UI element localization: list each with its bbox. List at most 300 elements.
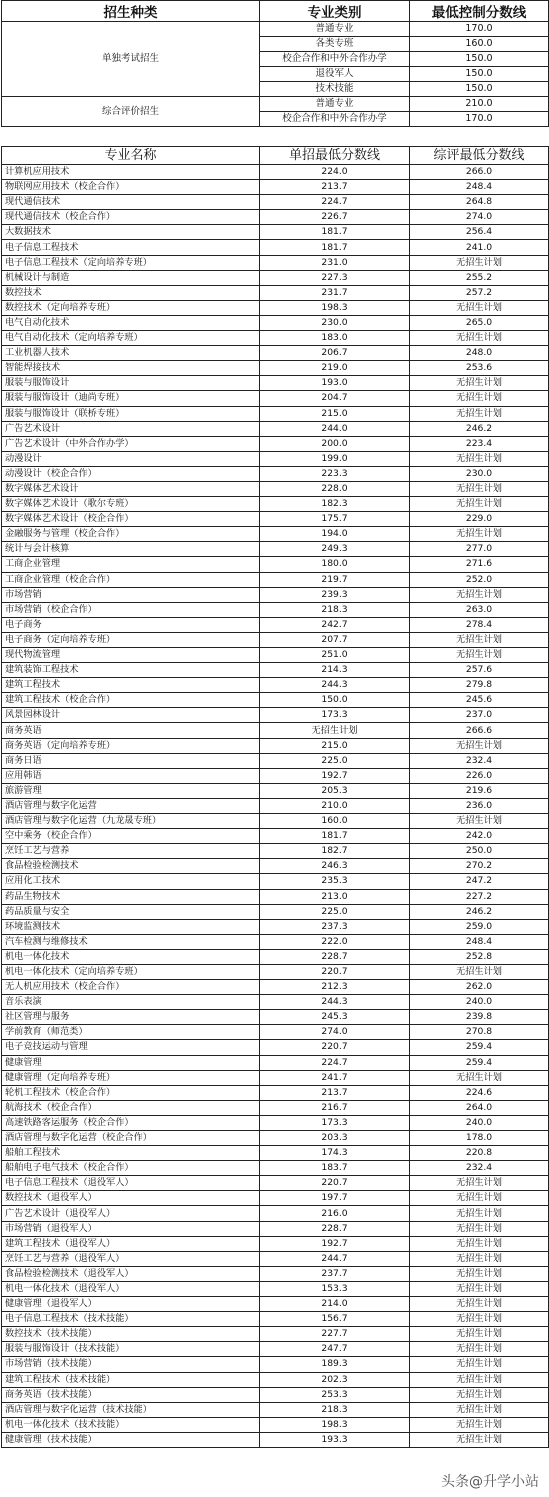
single-exam-score-cell: 251.0 [260, 648, 410, 663]
comprehensive-score-cell: 无招生计划 [410, 587, 549, 602]
score-row [2, 421, 549, 436]
comprehensive-score-cell: 无招生计划 [410, 1266, 549, 1281]
min-control-score-cell: 150.0 [410, 52, 549, 67]
comprehensive-score-cell: 219.6 [410, 783, 549, 798]
comprehensive-score-cell: 246.2 [410, 421, 549, 436]
single-exam-score-cell: 150.0 [260, 693, 410, 708]
score-row [2, 1432, 549, 1447]
single-exam-score-cell: 226.7 [260, 210, 410, 225]
comprehensive-score-cell: 236.0 [410, 798, 549, 813]
score-row [2, 1085, 549, 1100]
score-row [2, 1146, 549, 1161]
comprehensive-score-cell: 无招生计划 [410, 1432, 549, 1447]
comprehensive-score-cell: 259.0 [410, 919, 549, 934]
major-name-cell: 电气自动化技术（定向培养专班） [2, 331, 260, 346]
single-exam-score-cell: 193.3 [260, 1432, 410, 1447]
score-row [2, 904, 549, 919]
single-exam-score-cell: 247.7 [260, 1342, 410, 1357]
score-row [2, 949, 549, 964]
major-name-cell: 电子商务 [2, 617, 260, 632]
score-row [2, 346, 549, 361]
single-exam-score-cell: 193.0 [260, 376, 410, 391]
single-exam-score-cell: 220.7 [260, 1040, 410, 1055]
score-row [2, 874, 549, 889]
major-name-cell: 建筑工程技术（校企合作） [2, 693, 260, 708]
comprehensive-score-cell: 279.8 [410, 678, 549, 693]
comprehensive-score-cell: 278.4 [410, 617, 549, 632]
major-name-cell: 船舶电子电气技术（校企合作） [2, 1161, 260, 1176]
min-control-score-cell: 170.0 [410, 22, 549, 37]
comprehensive-score-cell: 230.0 [410, 466, 549, 481]
header-major-category: 专业类别 [260, 1, 410, 22]
single-exam-score-cell: 156.7 [260, 1312, 410, 1327]
major-name-cell: 汽车检测与维修技术 [2, 934, 260, 949]
comprehensive-score-cell: 无招生计划 [410, 406, 549, 421]
major-name-cell: 健康管理 [2, 1055, 260, 1070]
single-exam-score-cell: 246.3 [260, 859, 410, 874]
single-exam-score-cell: 204.7 [260, 391, 410, 406]
major-name-cell: 商务英语（技术技能） [2, 1387, 260, 1402]
single-exam-score-cell: 153.3 [260, 1281, 410, 1296]
single-exam-score-cell: 215.0 [260, 738, 410, 753]
major-name-cell: 计算机应用技术 [2, 165, 260, 180]
single-exam-score-cell: 218.3 [260, 602, 410, 617]
summary-row [2, 22, 549, 37]
comprehensive-score-cell: 无招生计划 [410, 1191, 549, 1206]
major-name-cell: 服装与服饰设计（迪尚专班） [2, 391, 260, 406]
score-row [2, 678, 549, 693]
comprehensive-score-cell: 248.4 [410, 934, 549, 949]
header-single-exam-min-score: 单招最低分数线 [260, 147, 410, 165]
comprehensive-score-cell: 262.0 [410, 980, 549, 995]
comprehensive-score-cell: 232.4 [410, 1161, 549, 1176]
comprehensive-score-cell: 232.4 [410, 753, 549, 768]
major-category-cell: 普通专业 [260, 22, 410, 37]
single-exam-score-cell: 219.0 [260, 361, 410, 376]
major-name-cell: 音乐表演 [2, 995, 260, 1010]
major-name-cell: 商务英语（定向培养专班） [2, 738, 260, 753]
major-name-cell: 数字媒体艺术设计 [2, 481, 260, 496]
score-row [2, 632, 549, 647]
major-name-cell: 酒店管理与数字化运营 [2, 798, 260, 813]
comprehensive-score-cell: 无招生计划 [410, 497, 549, 512]
min-control-score-cell: 210.0 [410, 97, 549, 112]
single-exam-score-cell: 224.7 [260, 195, 410, 210]
comprehensive-score-cell: 无招生计划 [410, 814, 549, 829]
score-row [2, 1297, 549, 1312]
major-name-cell: 数字媒体艺术设计（歌尔专班） [2, 497, 260, 512]
score-row [2, 693, 549, 708]
comprehensive-score-cell: 274.0 [410, 210, 549, 225]
major-name-cell: 建筑工程技术（技术技能） [2, 1372, 260, 1387]
major-name-cell: 广告艺术设计（退役军人） [2, 1206, 260, 1221]
score-row [2, 406, 549, 421]
header-min-control-score: 最低控制分数线 [410, 1, 549, 22]
score-row [2, 814, 549, 829]
single-exam-score-cell: 160.0 [260, 814, 410, 829]
score-row [2, 1161, 549, 1176]
single-exam-score-cell: 173.3 [260, 1115, 410, 1130]
comprehensive-score-cell: 241.0 [410, 240, 549, 255]
score-row [2, 1221, 549, 1236]
single-exam-score-cell: 216.0 [260, 1206, 410, 1221]
comprehensive-score-cell: 220.8 [410, 1146, 549, 1161]
score-row [2, 1025, 549, 1040]
score-row [2, 225, 549, 240]
score-row [2, 436, 549, 451]
comprehensive-score-cell: 无招生计划 [410, 648, 549, 663]
score-row [2, 240, 549, 255]
major-scores-table [1, 146, 549, 1448]
single-exam-score-cell: 231.7 [260, 285, 410, 300]
comprehensive-score-cell: 无招生计划 [410, 1327, 549, 1342]
major-category-cell: 校企合作和中外合作办学 [260, 52, 410, 67]
comprehensive-score-cell: 无招生计划 [410, 1402, 549, 1417]
major-category-cell: 技术技能 [260, 82, 410, 97]
major-name-cell: 电气自动化技术 [2, 315, 260, 330]
single-exam-score-cell: 244.0 [260, 421, 410, 436]
comprehensive-score-cell: 无招生计划 [410, 255, 549, 270]
score-row [2, 1010, 549, 1025]
score-row [2, 1236, 549, 1251]
single-exam-score-cell: 223.3 [260, 466, 410, 481]
comprehensive-score-cell: 178.0 [410, 1131, 549, 1146]
min-control-score-cell: 160.0 [410, 37, 549, 52]
major-name-cell: 数控技术 [2, 285, 260, 300]
single-exam-score-cell: 244.7 [260, 1251, 410, 1266]
comprehensive-score-cell: 无招生计划 [410, 1206, 549, 1221]
single-exam-score-cell: 198.3 [260, 1417, 410, 1432]
single-exam-score-cell: 245.3 [260, 1010, 410, 1025]
score-row [2, 768, 549, 783]
major-name-cell: 市场营销（技术技能） [2, 1357, 260, 1372]
single-exam-score-cell: 198.3 [260, 300, 410, 315]
score-row [2, 1357, 549, 1372]
comprehensive-score-cell: 无招生计划 [410, 300, 549, 315]
score-row [2, 361, 549, 376]
score-row [2, 557, 549, 572]
single-exam-score-cell: 218.3 [260, 1402, 410, 1417]
major-name-cell: 电子信息工程技术（定向培养专班） [2, 255, 260, 270]
single-exam-score-cell: 无招生计划 [260, 723, 410, 738]
score-row [2, 542, 549, 557]
single-exam-score-cell: 222.0 [260, 934, 410, 949]
major-name-cell: 学前教育（师范类） [2, 1025, 260, 1040]
major-name-cell: 旅游管理 [2, 783, 260, 798]
single-exam-score-cell: 249.3 [260, 542, 410, 557]
comprehensive-score-cell: 245.6 [410, 693, 549, 708]
score-row [2, 1387, 549, 1402]
min-control-score-cell: 150.0 [410, 82, 549, 97]
major-name-cell: 数字媒体艺术设计（校企合作） [2, 512, 260, 527]
major-name-cell: 酒店管理与数字化运营（九龙晟专班） [2, 814, 260, 829]
major-name-cell: 工商企业管理 [2, 557, 260, 572]
major-name-cell: 机电一体化技术 [2, 949, 260, 964]
major-name-cell: 电子商务（定向培养专班） [2, 632, 260, 647]
single-exam-score-cell: 224.7 [260, 1055, 410, 1070]
major-name-cell: 健康管理（退役军人） [2, 1297, 260, 1312]
single-exam-score-cell: 194.0 [260, 527, 410, 542]
single-exam-score-cell: 202.3 [260, 1372, 410, 1387]
score-row [2, 512, 549, 527]
comprehensive-score-cell: 277.0 [410, 542, 549, 557]
major-name-cell: 药品质量与安全 [2, 904, 260, 919]
comprehensive-score-cell: 248.4 [410, 180, 549, 195]
major-name-cell: 风景园林设计 [2, 708, 260, 723]
score-row [2, 829, 549, 844]
single-exam-score-cell: 213.0 [260, 889, 410, 904]
score-row [2, 1040, 549, 1055]
major-name-cell: 动漫设计 [2, 451, 260, 466]
summary-header-row [2, 1, 549, 22]
score-row [2, 165, 549, 180]
major-name-cell: 电子信息工程技术（退役军人） [2, 1176, 260, 1191]
score-row [2, 708, 549, 723]
single-exam-score-cell: 205.3 [260, 783, 410, 798]
major-name-cell: 工商企业管理（校企合作） [2, 572, 260, 587]
single-exam-score-cell: 241.7 [260, 1070, 410, 1085]
single-exam-score-cell: 200.0 [260, 436, 410, 451]
major-name-cell: 应用化工技术 [2, 874, 260, 889]
comprehensive-score-cell: 239.8 [410, 1010, 549, 1025]
major-name-cell: 市场营销（校企合作） [2, 602, 260, 617]
single-exam-score-cell: 213.7 [260, 180, 410, 195]
comprehensive-score-cell: 265.0 [410, 315, 549, 330]
comprehensive-score-cell: 257.6 [410, 663, 549, 678]
major-name-cell: 空中乘务（校企合作） [2, 829, 260, 844]
major-name-cell: 大数据技术 [2, 225, 260, 240]
comprehensive-score-cell: 无招生计划 [410, 738, 549, 753]
comprehensive-score-cell: 270.2 [410, 859, 549, 874]
major-name-cell: 无人机应用技术（校企合作） [2, 980, 260, 995]
major-name-cell: 电子信息工程技术（技术技能） [2, 1312, 260, 1327]
single-exam-score-cell: 212.3 [260, 980, 410, 995]
major-name-cell: 高速铁路客运服务（校企合作） [2, 1115, 260, 1130]
major-name-cell: 服装与服饰设计（联桥专班） [2, 406, 260, 421]
comprehensive-score-cell: 无招生计划 [410, 1312, 549, 1327]
score-row [2, 1206, 549, 1221]
single-exam-score-cell: 242.7 [260, 617, 410, 632]
score-row [2, 602, 549, 617]
single-exam-score-cell: 183.7 [260, 1161, 410, 1176]
comprehensive-score-cell: 242.0 [410, 829, 549, 844]
major-name-cell: 智能焊接技术 [2, 361, 260, 376]
major-name-cell: 工业机器人技术 [2, 346, 260, 361]
single-exam-score-cell: 180.0 [260, 557, 410, 572]
score-row [2, 723, 549, 738]
score-row [2, 1327, 549, 1342]
min-control-score-cell: 150.0 [410, 67, 549, 82]
score-row [2, 1312, 549, 1327]
comprehensive-score-cell: 无招生计划 [410, 391, 549, 406]
single-exam-score-cell: 175.7 [260, 512, 410, 527]
major-name-cell: 机电一体化技术（定向培养专班） [2, 964, 260, 979]
score-row [2, 497, 549, 512]
comprehensive-score-cell: 无招生计划 [410, 481, 549, 496]
single-exam-score-cell: 210.0 [260, 798, 410, 813]
score-row [2, 466, 549, 481]
comprehensive-score-cell: 无招生计划 [410, 1176, 549, 1191]
comprehensive-score-cell: 263.0 [410, 602, 549, 617]
major-name-cell: 数控技术（定向培养专班） [2, 300, 260, 315]
major-name-cell: 动漫设计（校企合作） [2, 466, 260, 481]
score-row [2, 180, 549, 195]
score-row [2, 663, 549, 678]
single-exam-score-cell: 183.0 [260, 331, 410, 346]
comprehensive-score-cell: 240.0 [410, 1115, 549, 1130]
major-name-cell: 金融服务与管理（校企合作） [2, 527, 260, 542]
major-name-cell: 服装与服饰设计（技术技能） [2, 1342, 260, 1357]
comprehensive-score-cell: 253.6 [410, 361, 549, 376]
comprehensive-score-cell: 无招生计划 [410, 1342, 549, 1357]
single-exam-score-cell: 192.7 [260, 768, 410, 783]
score-row [2, 1131, 549, 1146]
single-exam-score-cell: 189.3 [260, 1357, 410, 1372]
single-exam-score-cell: 253.3 [260, 1387, 410, 1402]
score-row [2, 934, 549, 949]
major-name-cell: 食品检验检测技术（退役军人） [2, 1266, 260, 1281]
comprehensive-score-cell: 无招生计划 [410, 1357, 549, 1372]
score-row [2, 255, 549, 270]
comprehensive-score-cell: 无招生计划 [410, 1281, 549, 1296]
admission-category-table [1, 0, 549, 127]
score-row [2, 783, 549, 798]
score-row [2, 572, 549, 587]
single-exam-score-cell: 227.3 [260, 270, 410, 285]
single-exam-score-cell: 182.3 [260, 497, 410, 512]
score-row [2, 1342, 549, 1357]
comprehensive-score-cell: 259.4 [410, 1040, 549, 1055]
score-row [2, 285, 549, 300]
single-exam-score-cell: 214.0 [260, 1297, 410, 1312]
single-exam-score-cell: 199.0 [260, 451, 410, 466]
score-row [2, 738, 549, 753]
score-row [2, 270, 549, 285]
comprehensive-score-cell: 无招生计划 [410, 1297, 549, 1312]
comprehensive-score-cell: 248.0 [410, 346, 549, 361]
score-row [2, 844, 549, 859]
score-row [2, 1251, 549, 1266]
single-exam-score-cell: 219.7 [260, 572, 410, 587]
score-row [2, 1372, 549, 1387]
major-name-cell: 建筑装饰工程技术 [2, 663, 260, 678]
score-row [2, 315, 549, 330]
comprehensive-score-cell: 240.0 [410, 995, 549, 1010]
major-name-cell: 市场营销 [2, 587, 260, 602]
score-row [2, 753, 549, 768]
major-name-cell: 广告艺术设计 [2, 421, 260, 436]
score-row [2, 391, 549, 406]
single-exam-score-cell: 237.7 [260, 1266, 410, 1281]
single-exam-score-cell: 220.7 [260, 1176, 410, 1191]
min-control-score-cell: 170.0 [410, 112, 549, 127]
single-exam-score-cell: 244.3 [260, 995, 410, 1010]
major-name-cell: 环境监测技术 [2, 919, 260, 934]
single-exam-score-cell: 182.7 [260, 844, 410, 859]
major-name-cell: 建筑工程技术（退役军人） [2, 1236, 260, 1251]
single-exam-score-cell: 197.7 [260, 1191, 410, 1206]
comprehensive-score-cell: 229.0 [410, 512, 549, 527]
comprehensive-score-cell: 259.4 [410, 1055, 549, 1070]
score-row [2, 1070, 549, 1085]
score-row [2, 1191, 549, 1206]
header-comprehensive-min-score: 综评最低分数线 [410, 147, 549, 165]
score-row [2, 1417, 549, 1432]
major-name-cell: 机电一体化技术（技术技能） [2, 1417, 260, 1432]
score-row [2, 889, 549, 904]
header-major-name: 专业名称 [2, 147, 260, 165]
single-exam-score-cell: 228.7 [260, 1221, 410, 1236]
comprehensive-score-cell: 247.2 [410, 874, 549, 889]
score-row [2, 648, 549, 663]
major-name-cell: 航海技术（校企合作） [2, 1100, 260, 1115]
summary-row [2, 97, 549, 112]
major-category-cell: 退役军人 [260, 67, 410, 82]
major-name-cell: 船舶工程技术 [2, 1146, 260, 1161]
comprehensive-score-cell: 无招生计划 [410, 964, 549, 979]
major-name-cell: 药品生物技术 [2, 889, 260, 904]
single-exam-score-cell: 214.3 [260, 663, 410, 678]
single-exam-score-cell: 207.7 [260, 632, 410, 647]
major-category-cell: 校企合作和中外合作办学 [260, 112, 410, 127]
single-exam-score-cell: 231.0 [260, 255, 410, 270]
score-row [2, 1266, 549, 1281]
admission-type-cell: 综合评价招生 [2, 97, 260, 127]
score-row [2, 481, 549, 496]
comprehensive-score-cell: 271.6 [410, 557, 549, 572]
comprehensive-score-cell: 246.2 [410, 904, 549, 919]
score-row [2, 331, 549, 346]
single-exam-score-cell: 174.3 [260, 1146, 410, 1161]
single-exam-score-cell: 181.7 [260, 829, 410, 844]
comprehensive-score-cell: 264.0 [410, 1100, 549, 1115]
admission-type-cell: 单独考试招生 [2, 22, 260, 97]
comprehensive-score-cell: 264.8 [410, 195, 549, 210]
score-row [2, 1055, 549, 1070]
comprehensive-score-cell: 252.0 [410, 572, 549, 587]
major-name-cell: 电子竞技运动与管理 [2, 1040, 260, 1055]
comprehensive-score-cell: 266.6 [410, 723, 549, 738]
major-name-cell: 应用韩语 [2, 768, 260, 783]
score-row [2, 376, 549, 391]
score-row [2, 995, 549, 1010]
comprehensive-score-cell: 无招生计划 [410, 331, 549, 346]
single-exam-score-cell: 181.7 [260, 240, 410, 255]
single-exam-score-cell: 215.0 [260, 406, 410, 421]
single-exam-score-cell: 216.7 [260, 1100, 410, 1115]
score-row [2, 1176, 549, 1191]
major-name-cell: 服装与服饰设计 [2, 376, 260, 391]
major-name-cell: 数控技术（技术技能） [2, 1327, 260, 1342]
major-name-cell: 统计与会计核算 [2, 542, 260, 557]
single-exam-score-cell: 239.3 [260, 587, 410, 602]
score-row [2, 919, 549, 934]
major-name-cell: 商务英语 [2, 723, 260, 738]
comprehensive-score-cell: 无招生计划 [410, 1417, 549, 1432]
score-row [2, 617, 549, 632]
major-name-cell: 现代通信技术（校企合作） [2, 210, 260, 225]
comprehensive-score-cell: 无招生计划 [410, 527, 549, 542]
comprehensive-score-cell: 257.2 [410, 285, 549, 300]
major-name-cell: 烹饪工艺与营养 [2, 844, 260, 859]
single-exam-score-cell: 230.0 [260, 315, 410, 330]
single-exam-score-cell: 225.0 [260, 904, 410, 919]
major-name-cell: 现代通信技术 [2, 195, 260, 210]
single-exam-score-cell: 192.7 [260, 1236, 410, 1251]
score-row [2, 300, 549, 315]
score-row [2, 980, 549, 995]
single-exam-score-cell: 274.0 [260, 1025, 410, 1040]
